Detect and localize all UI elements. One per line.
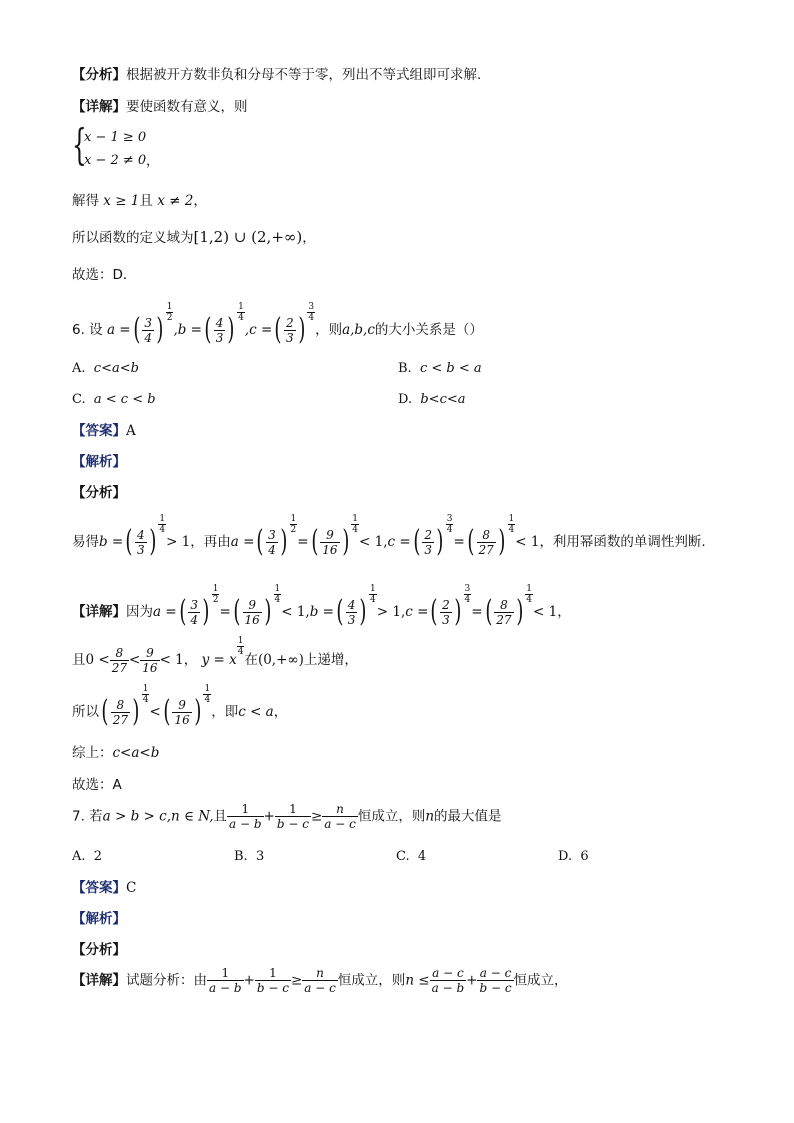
analysis-text: 根据被开方数非负和分母不等于零，列出不等式组即可求解. — [126, 67, 482, 83]
detail-line-5 — [72, 98, 248, 116]
q7-option-c: C. 4 — [396, 849, 427, 864]
q7-option-a: A. 2 — [72, 849, 103, 864]
q6-vars: a,b,c — [342, 322, 375, 338]
analysis-line-5 — [72, 66, 481, 84]
domain-line — [72, 228, 316, 247]
detail-text: 要使函数有意义，则 — [126, 99, 248, 115]
explain-7: 【解析】 — [72, 911, 126, 927]
q6-pre: 6. 设 — [72, 322, 103, 338]
solve-line — [72, 192, 207, 210]
left-brace: { — [72, 120, 87, 169]
q6-c-eq: ,c = — [244, 322, 273, 338]
solve-pre: 解得 — [72, 193, 104, 209]
select-6: 故选：A — [72, 777, 122, 793]
answer-6: 【答案】A — [72, 423, 136, 439]
question-6: 6. 设 a =( $\frac{3}{4}$ ) $\frac{1}{2}$ ,b =( $\frac{4}{3}$ ) $\frac{1}{4}$ ,c =( $\frac{2}{3}$ ) $\frac{3}{4}$ ，则a,b,c的大小关系是（） — [72, 302, 483, 347]
q6-tail: 的大小关系是（） — [374, 322, 483, 338]
q6-option-a: A. c<a<b — [72, 361, 139, 376]
domain-expr: [1,2) ∪ (2,+∞) — [193, 228, 303, 246]
domain-post: ， — [302, 230, 316, 246]
q7-option-b: B. 3 — [234, 849, 265, 864]
q6-post: ，则 — [315, 322, 343, 338]
q6-option-c: C. a < c < b — [72, 392, 156, 407]
and-line: 且0 < $\frac{8}{27}$ < $\frac{9}{16}$ < 1， y = x $\frac{1}{4}$ 在(0,+∞)上递增， — [72, 636, 358, 675]
system-row-1: x − 1 ≥ 0 — [84, 130, 147, 145]
domain-pre: 所以函数的定义域为 — [72, 230, 194, 246]
so-line: 所以( $\frac{8}{27}$ ) $\frac{1}{4}$ <( $\frac{9}{16}$ ) $\frac{1}{4}$ ，即c < a， — [72, 684, 288, 729]
analysis-6: 【分析】 — [72, 485, 126, 501]
q6-a-eq: a = — [106, 322, 131, 338]
q6-b-eq: ,b = — [173, 322, 202, 338]
q6-option-d: D. b<c<a — [398, 392, 466, 407]
summary-6: 综上：c<a<b — [72, 745, 160, 761]
analysis-7: 【分析】 — [72, 942, 126, 958]
answer-7: 【答案】C — [72, 880, 137, 896]
system-comma: ， — [146, 154, 160, 169]
analysis-tag: 【分析】 — [72, 67, 126, 83]
q6-option-b: B. c < b < a — [398, 361, 482, 376]
answer-select-5: 故选：D． — [72, 267, 137, 283]
system-row-2: x − 2 ≠ 0 — [84, 153, 147, 168]
q7-option-d: D. 6 — [558, 849, 589, 864]
solve-mid: 且 — [139, 193, 158, 209]
easy-line: 易得b =( $\frac{4}{3}$ ) $\frac{1}{4}$ > 1，再由a =( $\frac{3}{4}$ ) $\frac{1}{2}$ =( $\frac{9}{16}$ ) $\frac{1}{4}$ < 1,c =( $\frac{2}{3}$ ) $\frac{3}{4}$ =( $\frac{8}{27}$ ) $\frac{1}{4}$ < 1，利用幂函数的单调性判断. — [72, 514, 706, 559]
explain-6: 【解析】 — [72, 454, 126, 470]
detail-6: 【详解】因为a =( $\frac{3}{4}$ ) $\frac{1}{2}$ =( $\frac{9}{16}$ ) $\frac{1}{4}$ < 1,b =( $\frac{4}{3}$ ) $\frac{1}{4}$ > 1,c =( $\frac{2}{3}$ ) $\frac{3}{4}$ =( $\frac{8}{27}$ ) $\frac{1}{4}$ < 1， — [72, 584, 571, 629]
solve-cond-a: x ≥ 1 — [103, 193, 140, 209]
question-7: 7. 若a > b > c,n ∈ N,且 $\frac{1}{a - b}$ + $\frac{1}{b - c}$ ≥ $\frac{n}{a - c}$ 恒成立，则n的最大值是 — [72, 802, 502, 831]
detail-tag: 【详解】 — [72, 99, 126, 115]
detail-7: 【详解】试题分析：由 $\frac{1}{a - b}$ + $\frac{1}{b - c}$ ≥ $\frac{n}{a - c}$ 恒成立，则n ≤ $\frac{a - c}{a - b}$ + $\frac{a - c}{b - c}$ 恒成立， — [72, 966, 568, 995]
solve-cond-b: x ≠ 2 — [157, 193, 194, 209]
solve-post: ， — [193, 193, 207, 209]
